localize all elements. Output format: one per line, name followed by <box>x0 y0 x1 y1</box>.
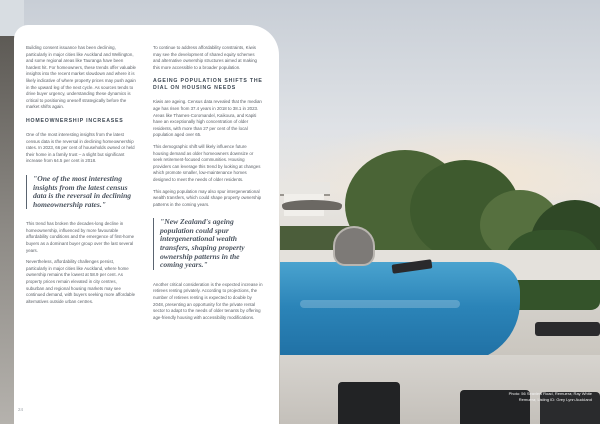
pull-quote-text: "One of the most interesting insights from the latest census data is the reversal in declining homeownership rates." <box>33 173 132 209</box>
daybed <box>333 226 375 266</box>
swimming-pool <box>280 262 520 362</box>
quote-bar <box>26 175 27 209</box>
lounge-chair <box>338 382 400 424</box>
paragraph: Kiwis are ageing. Census data revealed that the median age has risen from 37.4 years in 2018 to 38.1 in 2023. Areas like Thames-Coromandel, Kaikoura, and Kapiti have an exceptionally high concentration of older residents, with more than 27 per cent of the local population aged over 65. <box>153 99 262 138</box>
pool-reflection <box>300 300 460 308</box>
page-number: 24 <box>18 407 24 412</box>
umbrella <box>282 200 342 210</box>
pull-quote <box>26 175 136 209</box>
paragraph: This demographic shift will likely influence future housing demand as older homeowners downsize or seek retirement-focused communities. Housing providers can leverage this trend by looking at changes which promote smaller, low-maintenance homes designed to meet the needs of older residents. <box>153 143 261 182</box>
paragraph: This trend has broken the decades-long decline in homeownership, influenced by more favourable affordability conditions and the emergence of first-home buyers as a dominant buyer group over the last several years. <box>26 221 135 253</box>
paragraph: One of the most interesting insights from the latest census data is the reversal in declining homeownership rates. In 2023, 66 per cent of households owned or held their home in a family trust – a slight but significant increase from 64.5 per cent in 2018. <box>26 131 135 164</box>
text-panel <box>14 25 279 424</box>
paragraph: This ageing population may also spur intergenerational wealth transfers, which could shape property ownership patterns in the coming years. <box>153 188 262 207</box>
paragraph: Another critical consideration is the expected increase in retirees renting privately. According to projections, the number of retirees renting is expected to double by 2048, presenting an opportunity for the private rental sector to adapt to the needs of older tenants by offering age-friendly housing with accessibility modifications. <box>153 281 263 320</box>
section-heading: AGEING POPULATION SHIFTS THE DIAL ON HOUSING NEEDS <box>153 78 263 92</box>
pull-quote <box>153 218 263 270</box>
photo-caption: Photo: 56 Seaview Road, Remuera; Ray White Remuera; Listing ID: Grey Lynn Auckland <box>508 391 592 402</box>
left-column <box>26 45 136 310</box>
section-heading: HOMEOWNERSHIP INCREASES <box>26 117 124 124</box>
quote-bar <box>153 218 154 270</box>
sun-lounger <box>535 322 600 336</box>
paragraph: Nevertheless, affordability challenges persist, particularly in major cities like Auckland, where home ownership remains the lowest at 58.9 per cent. As property prices remain elevated in city centres, suburban and regional housing markets may see continued demand, with buyers seeking more affordable alternatives outside urban centres. <box>26 259 136 304</box>
pull-quote-text: "New Zealand's ageing population could spur intergenerational wealth transfers, shaping property ownership patterns in the coming years." <box>160 217 245 270</box>
paragraph: To continue to address affordability constraints, Kiwis may see the development of shared equity schemes and alternative ownership structures aimed at making this more accessible to a broader population. <box>153 45 257 70</box>
paragraph: Building consent issuance has been declining, particularly in major cities like Auckland and Wellington, and some regional areas like Tauranga have been hardest hit. For homeowners, these trends offer valuable insights into the recent market slowdown and where it is likely indicative of where property prices may push again in the upward leg of the next cycle. As sources tends to drive buyer urgency, understanding these dynamics is critical to positioning oneself strategically before the market shifts again. <box>26 45 136 110</box>
right-column <box>153 45 263 326</box>
